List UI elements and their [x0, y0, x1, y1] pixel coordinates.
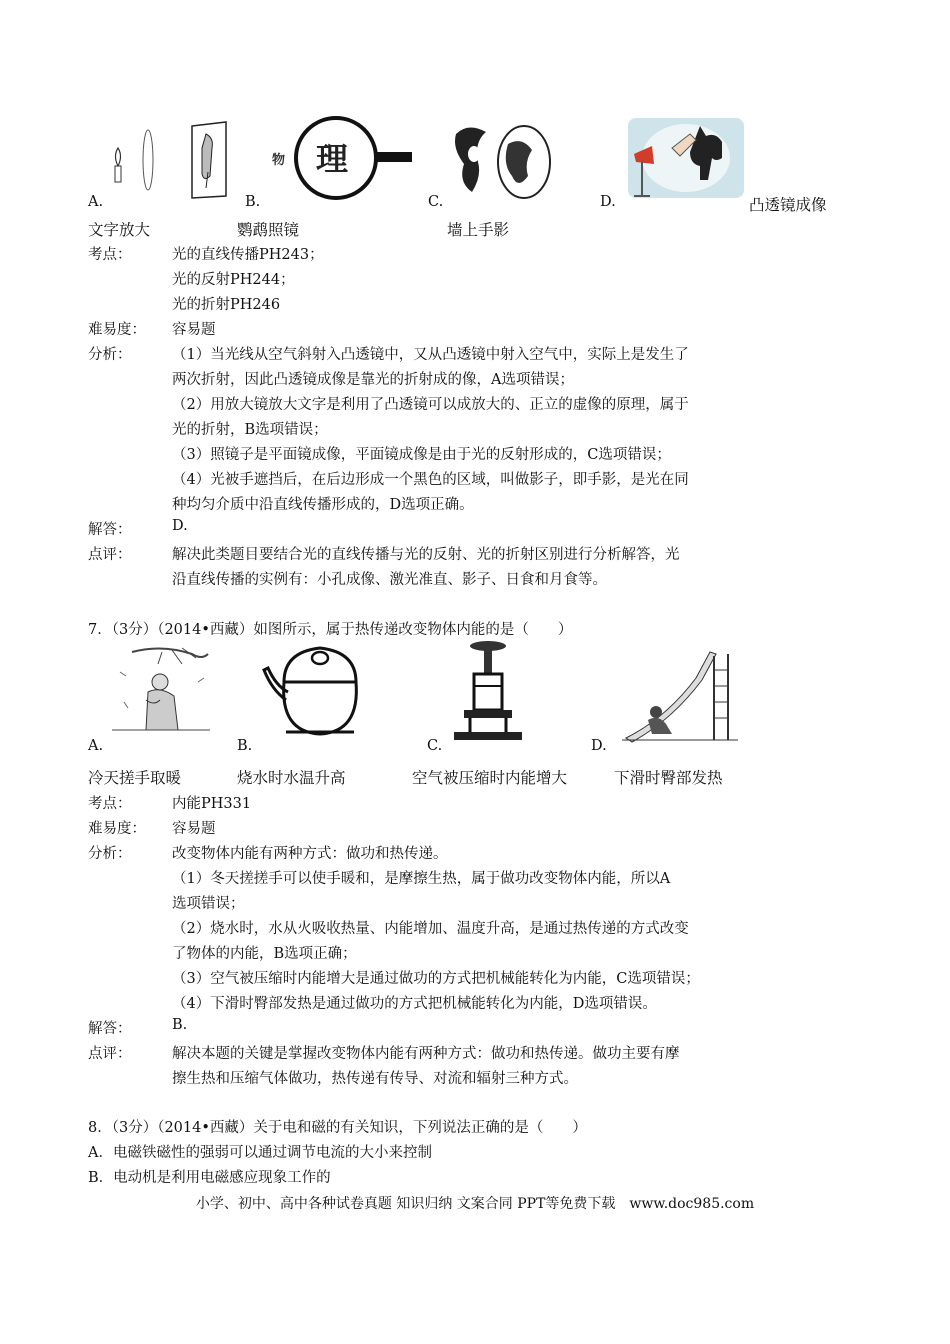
q7-kaodian: 内能PH331: [172, 796, 252, 812]
q6-analysis-line: （1）当光线从空气斜射入凸透镜中，又从凸透镜中射入空气中，实际上是发生了: [172, 347, 689, 363]
q6-option-b-caption: 鹦鹉照镜: [237, 221, 300, 239]
magnifier-text-wu: 物: [272, 153, 286, 168]
q7-option-c-caption: 空气被压缩时内能增大: [412, 769, 568, 787]
q6-difficulty-label: 难易度：: [88, 322, 146, 338]
magnifier-figure: [268, 118, 416, 202]
q7-analysis-line: （2）烧水时，水从火吸收热量、内能增加、温度升高，是通过热传递的方式改变: [172, 921, 689, 937]
q7-comment-line: 解决本题的关键是掌握改变物体内能有两种方式：做功和热传递。做功主要有摩: [172, 1046, 680, 1062]
parrot-mirror-figure: [188, 122, 232, 202]
q6-analysis-line: （4）光被手遮挡后，在后边形成一个黑色的区域，叫做影子，即手影，是光在同: [172, 472, 689, 488]
q7-analysis-line: 了物体的内能，B选项正确；: [172, 946, 357, 962]
q6-comment-line: 解决此类题目要结合光的直线传播与光的反射、光的折射区别进行分析解答，光: [172, 547, 680, 563]
page-footer: 小学、初中、高中各种试卷真题 知识归纳 文案合同 PPT等免费下载 www.doc985.com: [195, 1196, 755, 1212]
q7-analysis-label: 分析：: [88, 846, 132, 862]
kettle-figure: [262, 640, 372, 740]
q7-analysis-line: （3）空气被压缩时内能增大是通过做功的方式把机械能转化为内能，C选项错误；: [172, 971, 700, 987]
q7-kaodian-label: 考点：: [88, 796, 132, 812]
magnifier-text-li: 理: [316, 140, 349, 178]
q7-title: 7．（3分）（2014•西藏）如图所示，属于热传递改变物体内能的是（ ）: [88, 622, 573, 638]
hand-shadow-pair-figure: [452, 124, 554, 200]
q6-option-c-letter: C.: [428, 194, 444, 210]
q6-difficulty: 容易题: [172, 322, 216, 338]
q7-analysis-line: （1）冬天搓搓手可以使手暖和，是摩擦生热，属于做功改变物体内能，所以A: [172, 871, 671, 887]
q6-kaodian-line: 光的反射PH244；: [172, 272, 295, 288]
q8-title: 8．（3分）（2014•西藏）关于电和磁的有关知识，下列说法正确的是（ ）: [88, 1120, 587, 1136]
q6-analysis-line: （3）照镜子是平面镜成像，平面镜成像是由于光的反射形成的，C选项错误；: [172, 447, 671, 463]
q6-analysis-line: 种均匀介质中沿直线传播形成的，D选项正确。: [172, 497, 474, 513]
hand-shadow-wall-figure: [628, 118, 746, 200]
slide-figure: [618, 650, 742, 742]
q6-comment-line: 沿直线传播的实例有：小孔成像、激光准直、影子、日食和月食等。: [172, 572, 607, 588]
q7-option-b-letter: B.: [237, 738, 253, 754]
q6-option-a-letter: A.: [88, 194, 104, 210]
q6-analysis-line: （2）用放大镜放大文字是利用了凸透镜可以成放大的、正立的虚像的原理，属于: [172, 397, 689, 413]
q7-comment-label: 点评：: [88, 1046, 132, 1062]
q7-option-c-letter: C.: [427, 738, 443, 754]
q7-comment-line: 擦生热和压缩气体做功，热传递有传导、对流和辐射三种方式。: [172, 1071, 578, 1087]
q7-option-a-caption: 冷天搓手取暖: [88, 769, 182, 787]
q6-option-d-caption: 凸透镜成像: [749, 196, 827, 214]
q7-answer-label: 解答：: [88, 1021, 132, 1037]
q6-comment-label: 点评：: [88, 547, 132, 563]
rubbing-hands-figure: [112, 642, 212, 738]
q7-analysis-line: （4）下滑时臀部发热是通过做功的方式把机械能转化为内能，D选项错误。: [172, 996, 657, 1012]
q7-analysis-line: 改变物体内能有两种方式：做功和热传递。: [172, 846, 448, 862]
lens-candle-figure: [110, 128, 160, 198]
q8-option-a: A．电磁铁磁性的强弱可以通过调节电流的大小来控制: [88, 1145, 432, 1161]
q7-option-d-caption: 下滑时臀部发热: [614, 769, 723, 787]
q6-answer: D.: [172, 518, 188, 534]
q6-kaodian-line: 光的直线传播PH243；: [172, 247, 324, 263]
q6-answer-label: 解答：: [88, 522, 132, 538]
q7-option-d-letter: D.: [591, 738, 607, 754]
q6-analysis-line: 两次折射，因此凸透镜成像是靠光的折射成的像，A选项错误；: [172, 372, 574, 388]
q7-difficulty: 容易题: [172, 821, 216, 837]
q7-analysis-line: 选项错误；: [172, 896, 245, 912]
q7-answer: B.: [172, 1017, 188, 1033]
q6-option-b-letter: B.: [245, 194, 261, 210]
q6-analysis-label: 分析：: [88, 347, 132, 363]
q6-option-d-letter: D.: [600, 194, 616, 210]
q8-option-b: B．电动机是利用电磁感应现象工作的: [88, 1170, 331, 1186]
q7-option-a-letter: A.: [88, 738, 104, 754]
q6-analysis-line: 光的折射，B选项错误；: [172, 422, 328, 438]
q7-difficulty-label: 难易度：: [88, 821, 146, 837]
q6-option-a-caption: 文字放大: [88, 221, 151, 239]
q6-kaodian-label: 考点：: [88, 247, 132, 263]
air-pump-figure: [450, 640, 526, 742]
q6-option-c-caption: 墙上手影: [447, 221, 510, 239]
q7-option-b-caption: 烧水时水温升高: [237, 769, 346, 787]
q6-kaodian-line: 光的折射PH246: [172, 297, 281, 313]
